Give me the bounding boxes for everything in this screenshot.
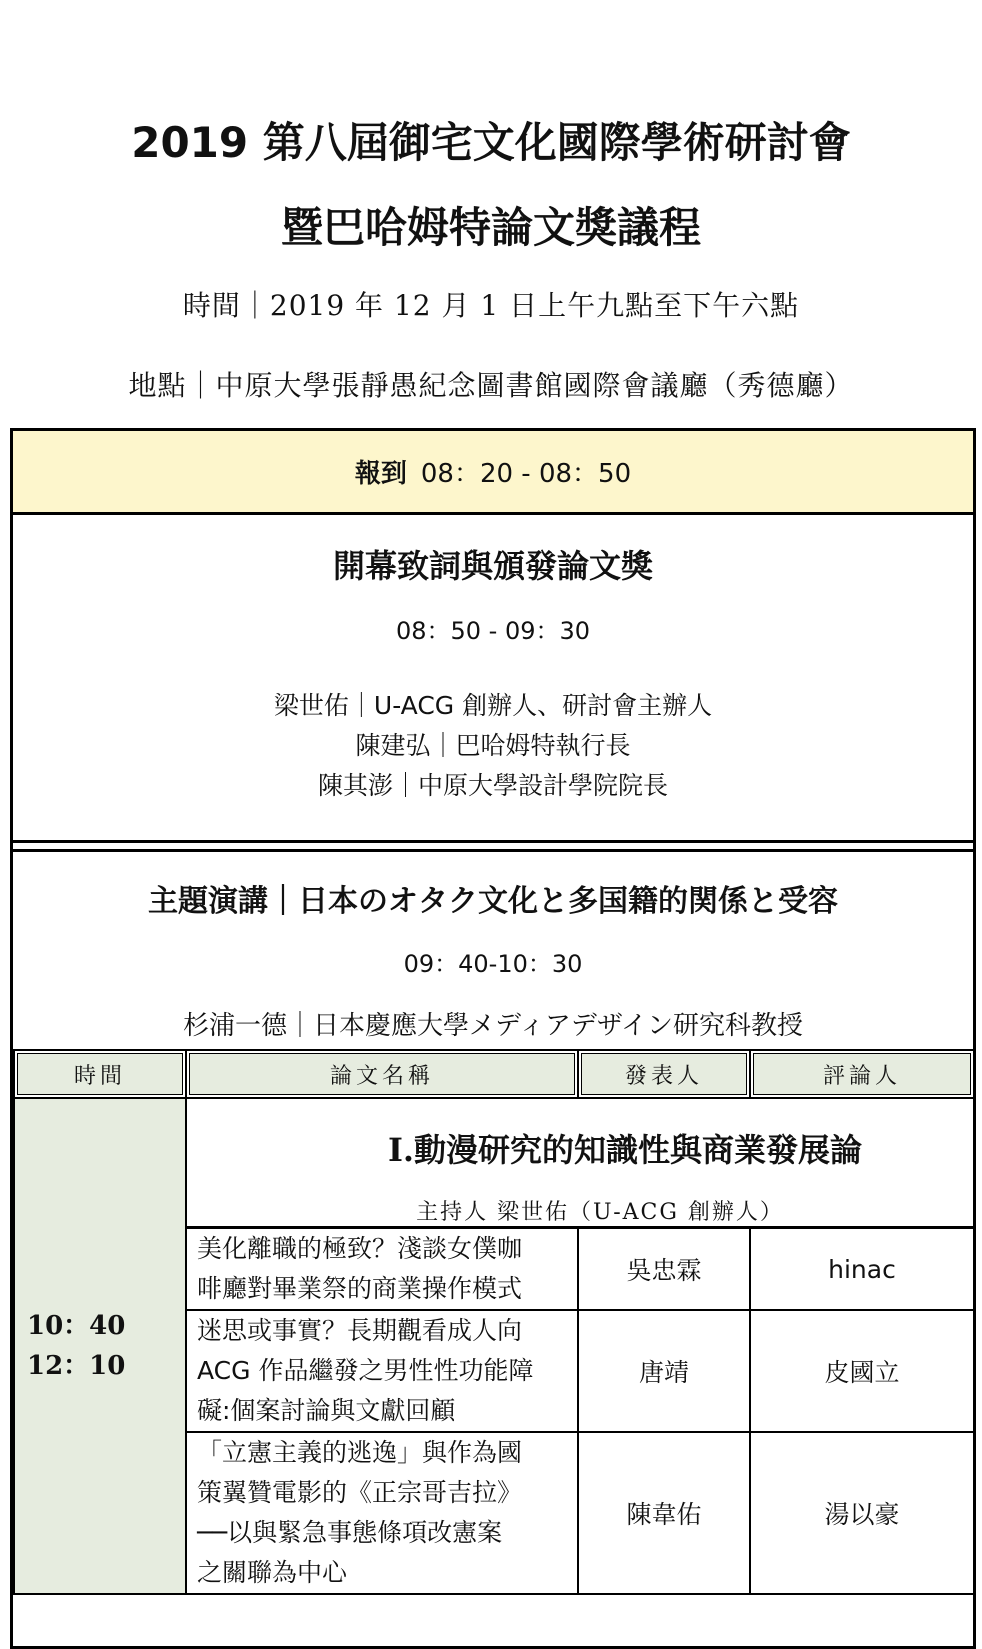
opening-speaker: 陳其澎｜中原大學設計學院院長	[317, 771, 668, 800]
paper-title-line: 策翼贊電影的《正宗哥吉拉》	[197, 1478, 523, 1507]
event-time: 時間｜2019 年 12 月 1 日上午九點至下午六點	[182, 289, 800, 322]
event-place: 地點｜中原大學張靜愚紀念圖書館國際會議廳（秀德廳）	[128, 369, 854, 402]
paper-title-line: 之關聯為中心	[197, 1558, 348, 1587]
presenter-cell: 陳韋佑	[578, 1432, 750, 1594]
commentator-cell: hinac	[750, 1228, 974, 1311]
session-time-start: 10：40	[27, 1311, 126, 1341]
paper-title-line: 啡廳對畢業祭的商業操作模式	[197, 1274, 523, 1303]
opening-speaker: 陳建弘｜巴哈姆特執行長	[355, 731, 631, 760]
keynote-time: 09：40-10：30	[403, 950, 583, 978]
paper-title-cell	[186, 1228, 578, 1311]
registration-block	[13, 431, 973, 515]
opening-time: 08：50 - 09：30	[395, 617, 591, 645]
session-host: 主持人 梁世佑（U-ACG 創辦人）	[416, 1200, 784, 1225]
keynote-speaker: 杉浦一德｜日本慶應大學メディアデザイン研究科教授	[182, 1011, 804, 1041]
presenter-cell: 唐靖	[578, 1310, 750, 1432]
header-title: 論文名稱	[186, 1050, 578, 1098]
presenter-cell: 吳忠霖	[578, 1228, 750, 1311]
session-header-row	[14, 1098, 974, 1228]
agenda-frame	[10, 428, 976, 1649]
session-time-cell	[14, 1098, 186, 1594]
paper-title-cell	[186, 1432, 578, 1594]
session-title: I.動漫研究的知識性與商業發展論	[387, 1131, 863, 1169]
opening-speakers	[13, 686, 973, 806]
paper-title-cell	[186, 1310, 578, 1432]
paper-title-line: 迷思或事實？長期觀看成人向	[197, 1316, 523, 1345]
header-presenter: 發表人	[578, 1050, 750, 1098]
opening-title: 開幕致詞與頒發論文獎	[332, 547, 653, 585]
keynote-block	[13, 849, 973, 1049]
table-header-row	[14, 1050, 974, 1098]
opening-block	[13, 515, 973, 843]
header-commentator: 評論人	[750, 1050, 974, 1098]
header-time: 時間	[14, 1050, 186, 1098]
keynote-title: 主題演講｜日本のオタク文化と多国籍的関係と受容	[148, 884, 838, 919]
paper-title-line: 「立憲主義的逃逸」與作為國	[197, 1438, 523, 1467]
paper-title-line: 礙:個案討論與文獻回顧	[197, 1396, 456, 1425]
registration-label: 報到	[354, 459, 407, 489]
document-title-line1: 2019 第八屆御宅文化國際學術研討會	[131, 118, 851, 167]
session-time-end: 12：10	[27, 1351, 126, 1381]
commentator-cell: 湯以豪	[750, 1432, 974, 1594]
opening-speaker: 梁世佑｜U-ACG 創辦人、研討會主辦人	[273, 691, 713, 720]
registration-time: 08：20 - 08：50	[420, 459, 632, 489]
session-title-cell	[186, 1098, 974, 1228]
schedule-table	[13, 1049, 975, 1595]
document-title-line2: 暨巴哈姆特論文獎議程	[280, 203, 701, 252]
commentator-cell: 皮國立	[750, 1310, 974, 1432]
paper-title-line: ACG 作品繼發之男性性功能障	[197, 1356, 534, 1385]
paper-title-line: 美化離職的極致？淺談女僕咖	[197, 1234, 523, 1263]
paper-title-line: ──以與緊急事態條項改憲案	[197, 1518, 503, 1547]
